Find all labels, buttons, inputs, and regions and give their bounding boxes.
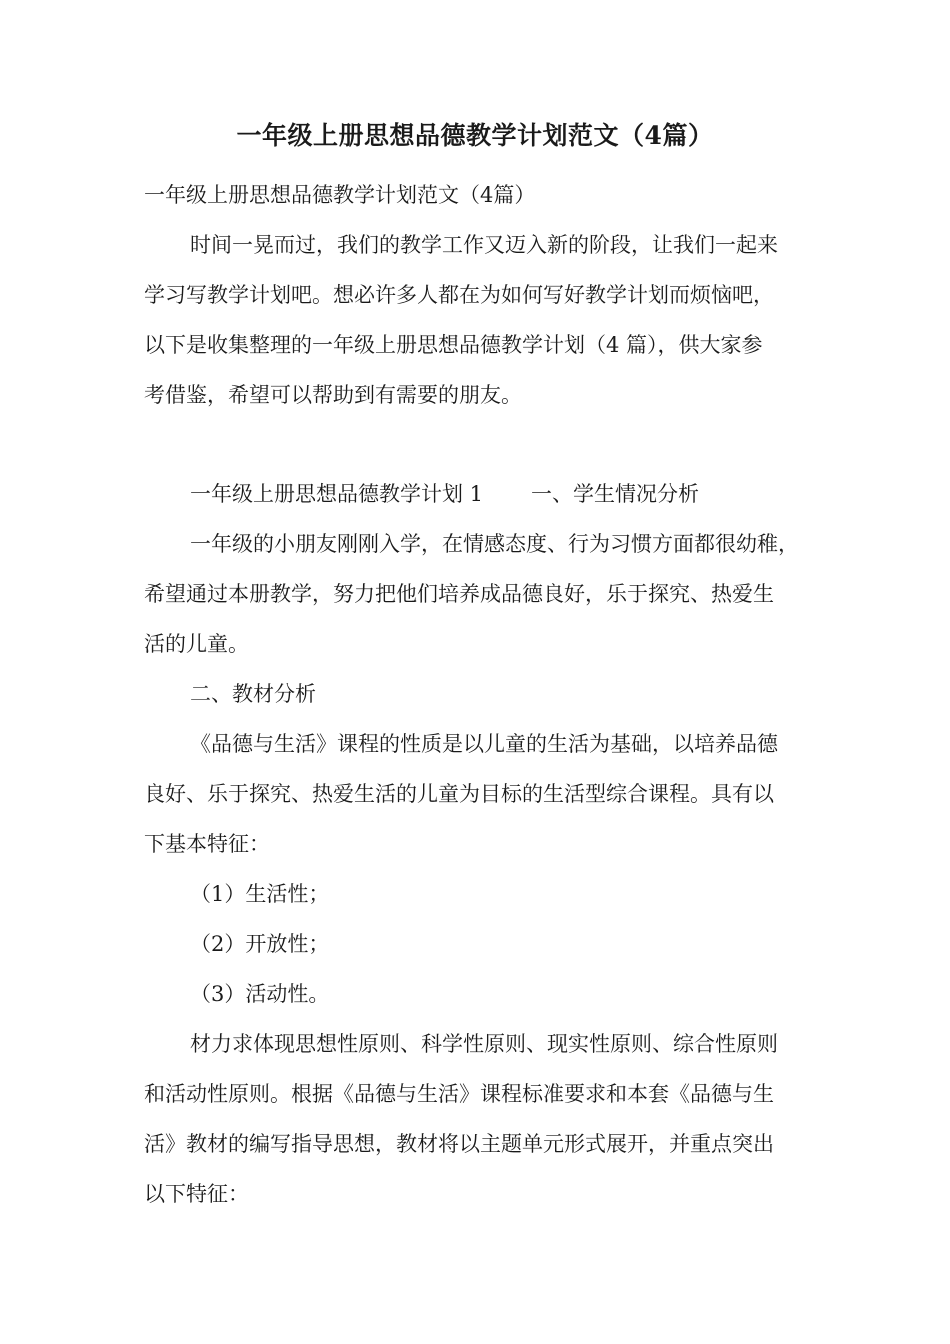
feature-item-2: （2）开放性； [190, 932, 330, 956]
section2-line-3: 下基本特征： [144, 832, 270, 856]
principles-line-4: 以下特征： [144, 1182, 249, 1206]
plan-heading-row [190, 479, 699, 509]
intro-line-3: 以下是收集整理的一年级上册思想品德教学计划（4 篇），供大家参 [144, 333, 763, 357]
feature-item-1: （1）生活性； [190, 882, 330, 906]
document-subtitle: 一年级上册思想品德教学计划范文（4篇） [144, 183, 536, 207]
principles-line-1: 材力求体现思想性原则、科学性原则、现实性原则、综合性原则 [190, 1032, 778, 1056]
section2-line-2: 良好、乐于探究、热爱生活的儿童为目标的生活型综合课程。具有以 [144, 782, 774, 806]
plan1-heading: 一年级上册思想品德教学计划 1 [190, 482, 484, 506]
section1-line-2: 希望通过本册教学，努力把他们培养成品德良好，乐于探究、热爱生 [144, 582, 774, 606]
intro-line-4: 考借鉴，希望可以帮助到有需要的朋友。 [144, 383, 522, 407]
section2-line-1: 《品德与生活》课程的性质是以儿童的生活为基础，以培养品德 [190, 732, 778, 756]
section1-line-3: 活的儿童。 [144, 632, 249, 656]
intro-line-2: 学习写教学计划吧。想必许多人都在为如何写好教学计划而烦恼吧， [144, 283, 774, 307]
document-title: 一年级上册思想品德教学计划范文（4篇） [236, 121, 714, 150]
feature-item-3: （3）活动性。 [190, 982, 330, 1006]
section1-line-1: 一年级的小朋友刚刚入学，在情感态度、行为习惯方面都很幼稚， [190, 532, 799, 556]
intro-line-1: 时间一晃而过，我们的教学工作又迈入新的阶段，让我们一起来 [190, 233, 778, 257]
section1-heading: 一、学生情况分析 [531, 482, 700, 506]
principles-line-2: 和活动性原则。根据《品德与生活》课程标准要求和本套《品德与生 [144, 1082, 774, 1106]
principles-line-3: 活》教材的编写指导思想，教材将以主题单元形式展开，并重点突出 [144, 1132, 774, 1156]
section2-heading: 二、教材分析 [190, 682, 316, 706]
